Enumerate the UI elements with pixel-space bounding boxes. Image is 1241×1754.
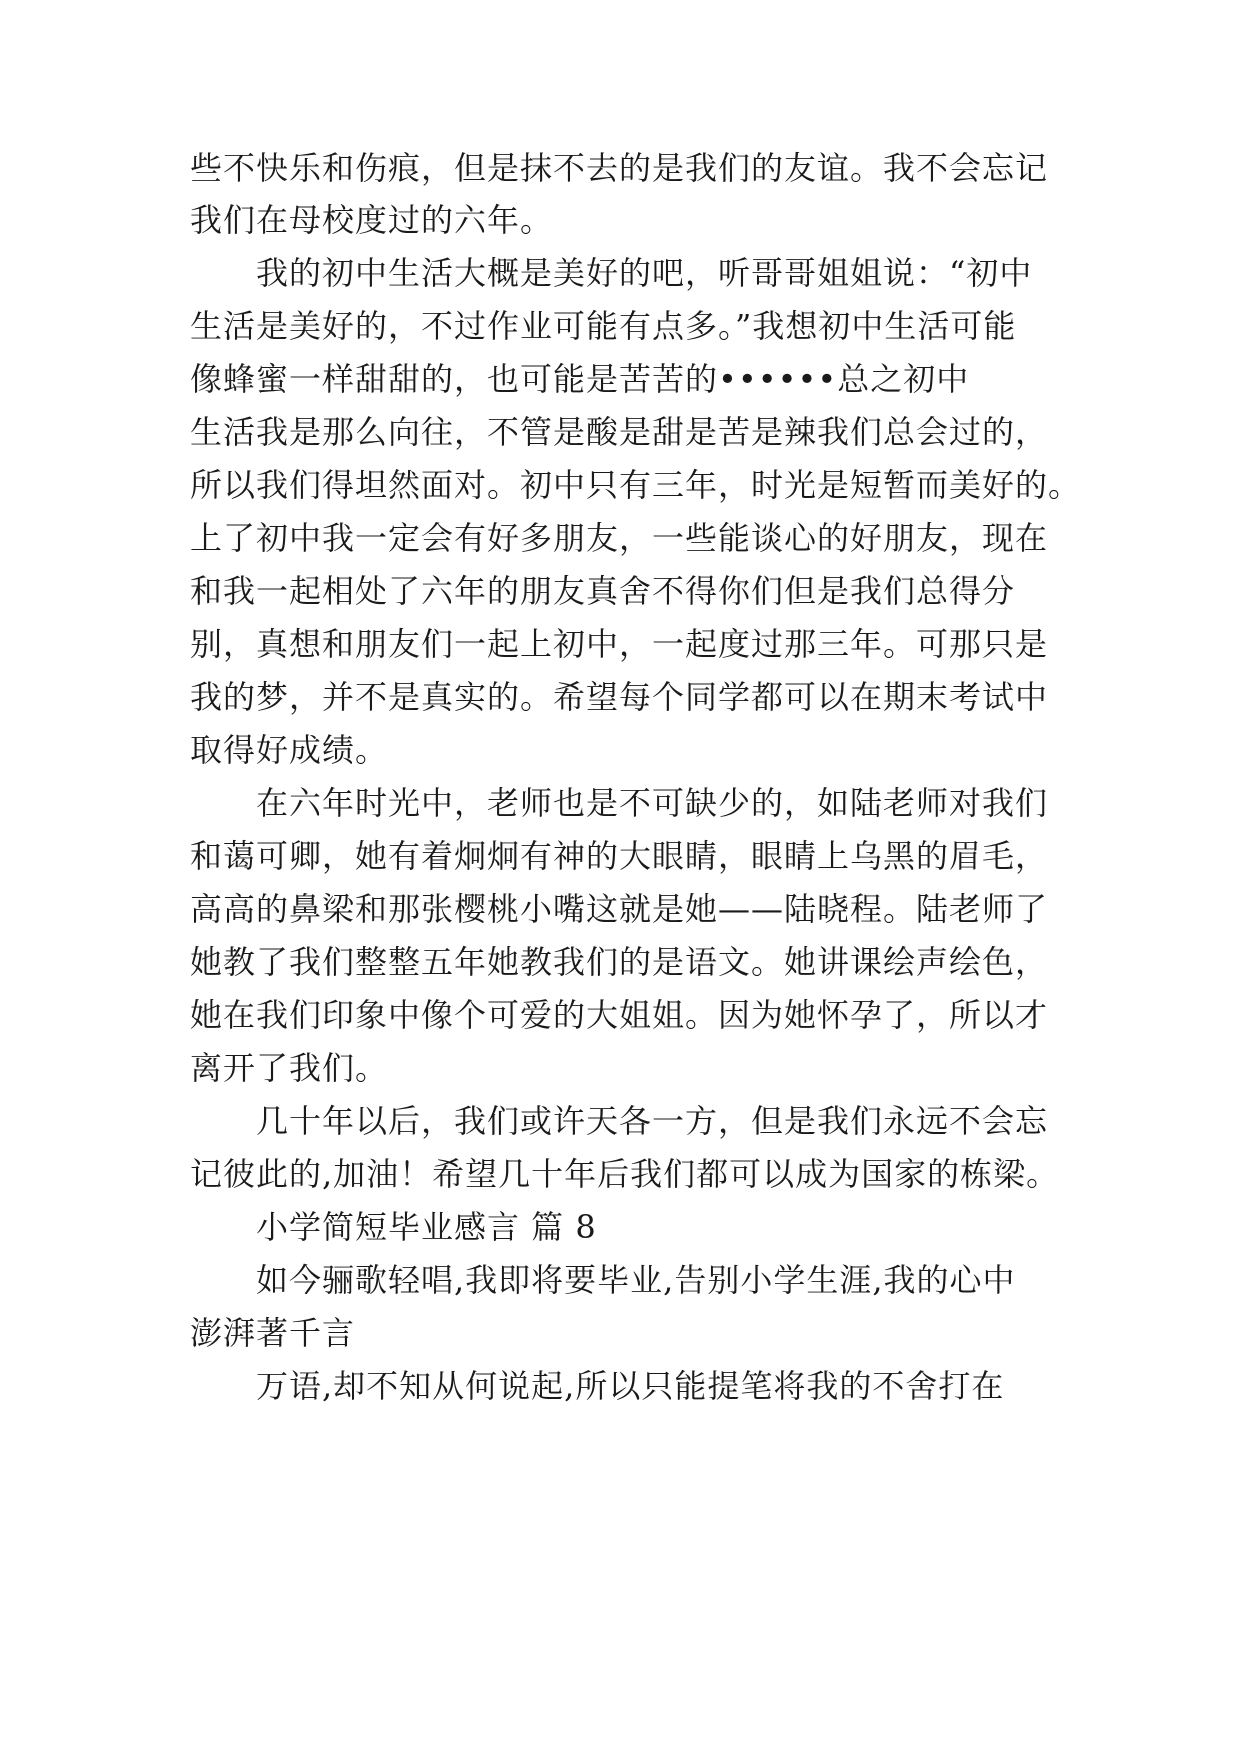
text-line: 像蜂蜜一样甜甜的，也可能是苦苦的••••••总之初中 — [190, 360, 970, 398]
text-line: 我们在母校度过的六年。 — [190, 201, 554, 239]
text-line: 些不快乐和伤痕，但是抹不去的是我们的友谊。我不会忘记 — [190, 149, 1049, 187]
paragraph-first-line: 如今骊歌轻唱,我即将要毕业,告别小学生涯,我的心中 — [256, 1261, 1016, 1299]
paragraph-first-line: 在六年时光中，老师也是不可缺少的，如陆老师对我们 — [256, 784, 1049, 822]
text-line: 和蔼可卿，她有着炯炯有神的大眼睛，眼睛上乌黑的眉毛， — [190, 837, 1049, 875]
text-line: 生活是美好的，不过作业可能有点多。”我想初中生活可能 — [190, 307, 1017, 345]
paragraph-first-line: 万语,却不知从何说起,所以只能提笔将我的不舍打在 — [256, 1367, 1005, 1405]
text-line: 澎湃著千言 — [190, 1314, 356, 1352]
text-line: 我的梦，并不是真实的。希望每个同学都可以在期末考试中 — [190, 678, 1049, 716]
text-line: 别，真想和朋友们一起上初中，一起度过那三年。可那只是 — [190, 625, 1049, 663]
section-heading: 小学简短毕业感言 篇 8 — [256, 1208, 597, 1246]
paragraph-first-line: 几十年以后，我们或许天各一方，但是我们永远不会忘 — [256, 1102, 1049, 1140]
text-line: 和我一起相处了六年的朋友真舍不得你们但是我们总得分 — [190, 572, 1016, 610]
paragraph-first-line: 我的初中生活大概是美好的吧，听哥哥姐姐说：“初中 — [256, 254, 1033, 292]
text-line: 取得好成绩。 — [190, 731, 389, 769]
text-line: 记彼此的,加油！希望几十年后我们都可以成为国家的栋梁。 — [190, 1155, 1060, 1193]
text-line: 上了初中我一定会有好多朋友，一些能谈心的好朋友，现在 — [190, 519, 1049, 557]
text-line: 离开了我们。 — [190, 1049, 389, 1087]
text-line: 所以我们得坦然面对。初中只有三年，时光是短暂而美好的。 — [190, 466, 1082, 504]
text-line: 生活我是那么向往，不管是酸是甜是苦是辣我们总会过的， — [190, 413, 1049, 451]
text-line: 她在我们印象中像个可爱的大姐姐。因为她怀孕了，所以才 — [190, 996, 1049, 1034]
text-line: 高高的鼻梁和那张樱桃小嘴这就是她——陆晓程。陆老师了 — [190, 890, 1049, 928]
text-line: 她教了我们整整五年她教我们的是语文。她讲课绘声绘色， — [190, 943, 1049, 981]
